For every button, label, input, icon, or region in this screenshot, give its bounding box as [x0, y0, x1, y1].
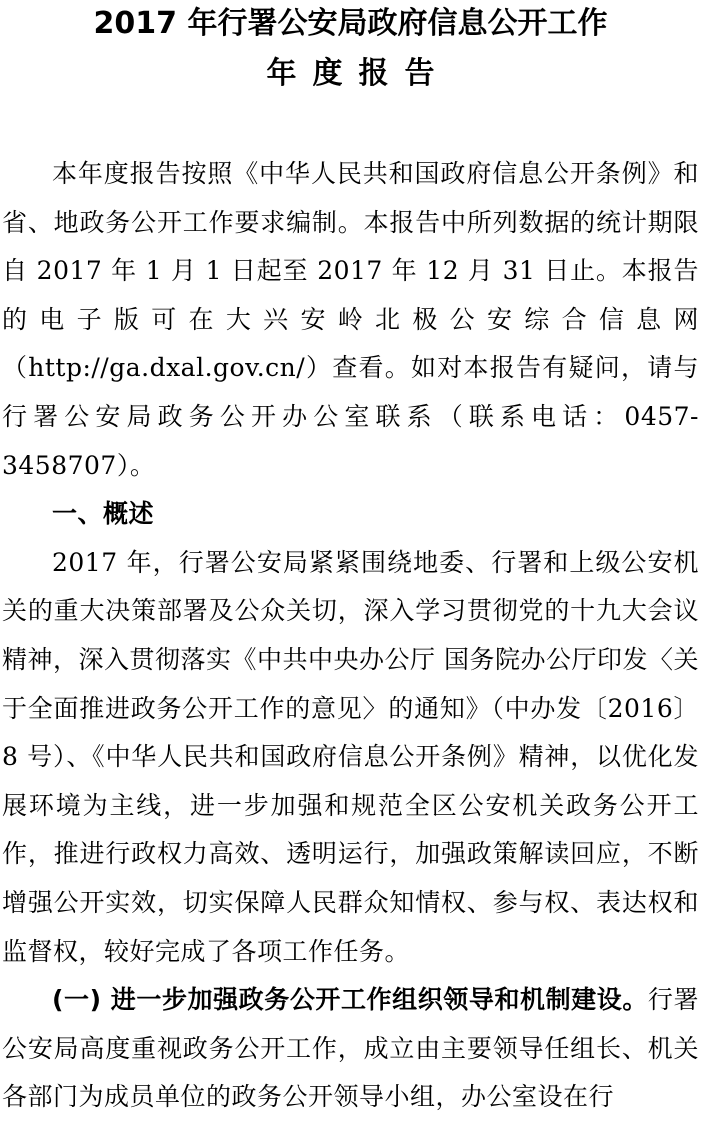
- section-heading-overview: 一、概述: [52, 499, 155, 529]
- report-body: [2, 150, 699, 1122]
- subsection-paragraph-1: [2, 976, 699, 1122]
- report-title-line1: 2017 年行署公安局政府信息公开工作: [93, 6, 608, 41]
- intro-paragraph: 本年度报告按照《中华人民共和国政府信息公开条例》和省、地政务公开工作要求编制。本报告中所列数据的统计期限自 2017 年 1 月 1 日起至 2017 年 12 月 31 日止。本报告的电子版可在大兴安岭北极公安综合信息网（http://ga.dxal.gov.cn/）查看。如对本报告有疑问，请与行署公安局政务公开办公室联系（联系电话：0457-3458707）。: [2, 159, 699, 480]
- subsection-text-1: 行署公安局高度重视政务公开工作，成立由主要领导任组长、机关各部门为成员单位的政务公开领导小组，办公室设在行: [2, 985, 699, 1112]
- overview-paragraph: 2017 年，行署公安局紧紧围绕地委、行署和上级公安机关的重大决策部署及公众关切，深入学习贯彻党的十九大会议精神，深入贯彻落实《中共中央办公厅 国务院办公厅印发〈关于全面推进政务公开工作的意见〉的通知》（中办发〔2016〕8 号）、《中华人民共和国政府信息公开条例》精神，以优化发展环境为主线，进一步加强和规范全区公安机关政务公开工作，推进行政权力高效、透明运行，加强政策解读回应，不断增强公开实效，切实保障人民群众知情权、参与权、表达权和监督权，较好完成了各项工作任务。: [2, 547, 699, 966]
- report-title-line2: 年度报告: [266, 56, 451, 91]
- subsection-heading-1: (一) 进一步加强政务公开工作组织领导和机制建设。: [52, 985, 648, 1015]
